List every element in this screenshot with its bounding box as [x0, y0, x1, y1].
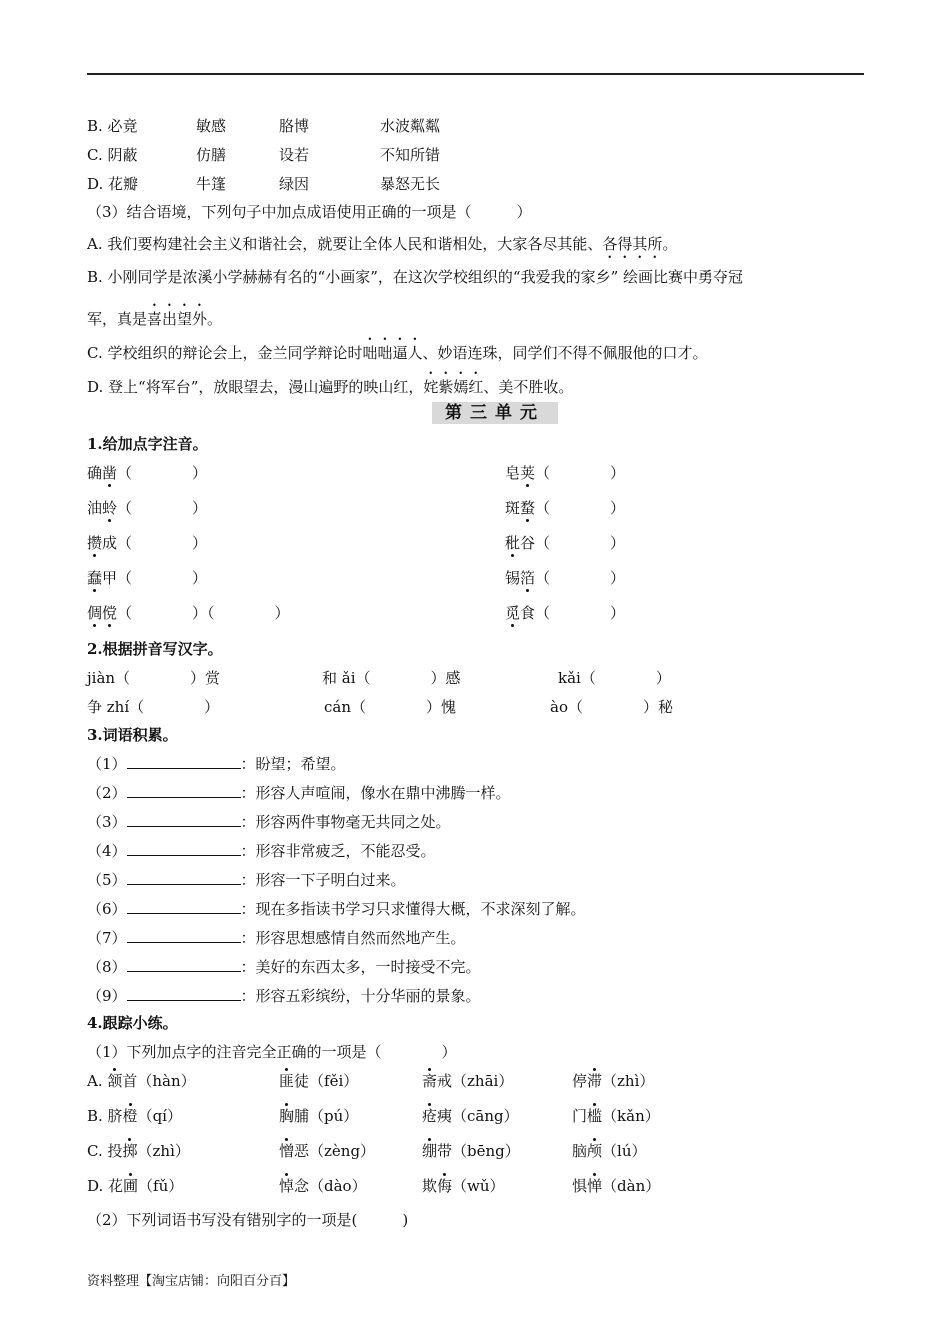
option-text: 带（bēng）: [437, 1142, 520, 1160]
option-cell: [279, 1106, 358, 1126]
q3-stem: （3）结合语境，下列句子中加点成语使用正确的一项是（ ）: [87, 203, 532, 221]
answer-paren: （ ）: [117, 464, 208, 482]
word-item: [87, 568, 207, 588]
option-cell: [87, 1106, 182, 1126]
definition: ：形容思想感情自然而然地产生。: [240, 929, 466, 947]
answer-blank: [127, 928, 241, 943]
option-text: 徒（fěi）: [294, 1072, 359, 1090]
definition: ：形容人声喧闹，像水在鼎中沸腾一样。: [240, 784, 511, 802]
item-number: （9）: [87, 987, 127, 1005]
option-text: 戒（zhāi）: [437, 1072, 514, 1090]
q3-option-a: A. 我们要构建社会主义和谐社会，就要让全体人民和谐相处，大家各尽其能、各得其所。: [87, 235, 678, 253]
pinyin-item: ào（ ）秘: [550, 698, 673, 716]
section-1-heading: 1.给加点字注音。: [87, 435, 208, 453]
q3-option-b-line1: B. 小刚同学是浓溪小学赫赫有名的“小画家”，在这次学校组织的“我爱我的家乡” 绘画比赛中勇夺冠: [87, 268, 744, 286]
word-item: [505, 533, 625, 553]
answer-blank: [127, 899, 241, 914]
option-text: （qí）: [137, 1107, 182, 1125]
item-number: （6）: [87, 900, 127, 918]
option-text: B. 脐: [87, 1107, 123, 1125]
dotted-char: 槛: [587, 1107, 603, 1125]
definition: ：形容两件事物毫无共同之处。: [240, 813, 451, 831]
pinyin-item: 和 ǎi（ ）感: [322, 669, 461, 687]
dotted-char: 倜: [87, 604, 103, 622]
option-text: 门: [572, 1107, 588, 1125]
pinyin-item: jiàn（ ）赏: [87, 669, 221, 687]
option-c-2: 仿膳: [196, 146, 227, 164]
item-number: （5）: [87, 871, 127, 889]
dotted-char: 掷: [122, 1142, 138, 1160]
definition: ：形容非常疲乏，不能忍受。: [240, 842, 436, 860]
item-number: （3）: [87, 813, 127, 831]
dotted-char: 疮: [422, 1107, 438, 1125]
definition: ：形容一下子明白过来。: [240, 871, 406, 889]
word-item: [505, 463, 625, 483]
option-cell: [279, 1176, 367, 1196]
option-cell: [572, 1106, 660, 1126]
word-item: [505, 603, 625, 623]
option-c-3: 设若: [279, 146, 310, 164]
option-b-1: B. 必竟: [87, 117, 138, 135]
answer-paren: （ ）: [535, 569, 626, 587]
answer-blank: [127, 812, 241, 827]
item-number: （1）: [87, 755, 127, 773]
dotted-char: 颔: [107, 1072, 123, 1090]
word-char: 甲: [102, 569, 118, 587]
answer-paren: （ ）: [117, 569, 208, 587]
word-char: 皂: [505, 464, 521, 482]
item-number: （7）: [87, 929, 127, 947]
q3-option-b-line2: 军，真是喜出望外。: [87, 310, 223, 328]
option-text: 痍（cāng）: [437, 1107, 519, 1125]
word-char: 谷: [520, 534, 536, 552]
option-cell: [422, 1176, 505, 1196]
answer-blank: [127, 957, 241, 972]
dotted-char: 惮: [587, 1177, 603, 1195]
option-d-4: 暴怒无长: [380, 175, 441, 193]
s4-q2-stem: （2）下列词语书写没有错别字的一项是( ): [87, 1211, 409, 1229]
vocab-item: [87, 928, 466, 948]
option-cell: [572, 1071, 654, 1091]
pinyin-item: cán（ ）愧: [324, 698, 457, 716]
vocab-item: [87, 783, 511, 803]
answer-paren: （ ）: [117, 499, 208, 517]
option-text: （kǎn）: [602, 1107, 660, 1125]
header-rule: [87, 73, 864, 75]
section-2-heading: 2.根据拼音写汉字。: [87, 640, 223, 658]
definition: ：现在多指读书学习只求懂得大概，不求深刻了解。: [240, 900, 586, 918]
option-text: 脑: [572, 1142, 588, 1160]
option-b-4: 水波粼粼: [380, 117, 441, 135]
option-cell: [572, 1176, 660, 1196]
answer-blank: [127, 870, 241, 885]
dotted-idiom: 各得其所: [602, 235, 663, 253]
answer-paren: （ ）: [535, 499, 626, 517]
dotted-char: 蛉: [102, 499, 118, 517]
option-cell: [87, 1176, 183, 1196]
answer-paren: （ ）: [535, 604, 626, 622]
word-item: [505, 498, 625, 518]
word-item: [87, 603, 290, 623]
word-char: 成: [102, 534, 118, 552]
option-cell: [422, 1071, 513, 1091]
vocab-item: [87, 957, 481, 977]
definition: ：美好的东西太多，一时接受不完。: [240, 958, 481, 976]
option-text: 念（dào）: [294, 1177, 367, 1195]
dotted-char: 匪: [279, 1072, 295, 1090]
word-char: 确: [87, 464, 103, 482]
option-text: （fǔ）: [138, 1177, 184, 1195]
dotted-idiom: 姹紫嫣红: [423, 378, 484, 396]
vocab-item: [87, 986, 481, 1006]
dotted-char: 颅: [587, 1142, 603, 1160]
vocab-item: [87, 899, 586, 919]
dotted-char: 斋: [422, 1072, 438, 1090]
option-d-2: 牛篷: [196, 175, 227, 193]
dotted-char: 凿: [102, 464, 118, 482]
q3-option-c: C. 学校组织的辩论会上，金兰同学辩论时咄咄逼人、妙语连珠，同学们不得不佩服他的口才。: [87, 344, 708, 362]
option-text: （wǔ）: [452, 1177, 505, 1195]
word-item: [505, 568, 625, 588]
item-number: （8）: [87, 958, 127, 976]
answer-blank: [127, 986, 241, 1001]
option-text: 首（hàn）: [122, 1072, 196, 1090]
dotted-char: 憎: [279, 1142, 295, 1160]
dotted-char: 滞: [587, 1072, 603, 1090]
option-text: A.: [87, 1072, 108, 1090]
vocab-item: [87, 812, 451, 832]
dotted-char: 觅: [505, 604, 521, 622]
dotted-char: 圃: [123, 1177, 139, 1195]
definition: ：盼望；希望。: [240, 755, 346, 773]
option-cell: [279, 1071, 358, 1091]
answer-paren: （ ）: [535, 464, 626, 482]
option-text: 停: [572, 1072, 588, 1090]
option-text: （zhì）: [137, 1142, 190, 1160]
dotted-char: 橙: [122, 1107, 138, 1125]
word-item: [87, 498, 207, 518]
option-text: 恶（zèng）: [294, 1142, 376, 1160]
word-char: 油: [87, 499, 103, 517]
option-text: （lú）: [602, 1142, 647, 1160]
dotted-char: 荚: [520, 464, 536, 482]
option-text: 脯（pú）: [294, 1107, 359, 1125]
option-cell: [422, 1106, 519, 1126]
option-d-1: D. 花瓣: [87, 175, 139, 193]
option-cell: [422, 1141, 520, 1161]
item-number: （2）: [87, 784, 127, 802]
word-char: 食: [520, 604, 536, 622]
footer-note: 资料整理【淘宝店铺：向阳百分百】: [87, 1274, 296, 1289]
dotted-char: 箔: [520, 569, 536, 587]
option-cell: [279, 1141, 375, 1161]
answer-blank: [127, 754, 241, 769]
s4-q1-stem: （1）下列加点字的注音完全正确的一项是（ ）: [87, 1043, 457, 1061]
option-text: D. 花: [87, 1177, 124, 1195]
definition: ：形容五彩缤纷，十分华丽的景象。: [240, 987, 481, 1005]
dotted-char: 绷: [422, 1142, 438, 1160]
word-char: 锡: [505, 569, 521, 587]
dotted-char: 秕: [505, 534, 521, 552]
option-b-3: 胳博: [279, 117, 310, 135]
option-text: （dàn）: [602, 1177, 661, 1195]
dotted-char: 蝥: [520, 499, 536, 517]
pinyin-item: 争 zhí（ ）: [87, 698, 220, 716]
dotted-char: 侮: [437, 1177, 453, 1195]
option-text: （zhì）: [602, 1072, 655, 1090]
dotted-char: 傥: [102, 604, 118, 622]
option-text: C. 投: [87, 1142, 123, 1160]
vocab-item: [87, 754, 346, 774]
dotted-idiom: 咄咄逼人: [362, 344, 423, 362]
dotted-char: 蠢: [87, 569, 103, 587]
answer-blank: [127, 841, 241, 856]
option-text: 惧: [572, 1177, 588, 1195]
unit-title: 第三单元: [432, 402, 558, 424]
dotted-char: 胸: [279, 1107, 295, 1125]
option-cell: [87, 1071, 196, 1091]
word-char: 斑: [505, 499, 521, 517]
dotted-idiom: 喜出望外: [147, 310, 208, 328]
section-4-heading: 4.跟踪小练。: [87, 1014, 178, 1032]
option-c-4: 不知所错: [380, 146, 441, 164]
word-item: [87, 463, 207, 483]
pinyin-item: kǎi（ ）: [558, 669, 671, 687]
dotted-char: 悼: [279, 1177, 295, 1195]
option-cell: [87, 1141, 190, 1161]
option-b-2: 敏感: [196, 117, 227, 135]
section-3-heading: 3.词语积累。: [87, 726, 178, 744]
vocab-item: [87, 870, 406, 890]
item-number: （4）: [87, 842, 127, 860]
option-cell: [572, 1141, 647, 1161]
answer-paren: （ ）: [117, 534, 208, 552]
word-item: [87, 533, 207, 553]
answer-paren: （ ）: [535, 534, 626, 552]
answer-paren: （ ）（ ）: [117, 604, 290, 622]
option-c-1: C. 阴蔽: [87, 146, 138, 164]
option-d-3: 绿因: [279, 175, 310, 193]
vocab-item: [87, 841, 436, 861]
answer-blank: [127, 783, 241, 798]
q3-option-d: D. 登上“将军台”，放眼望去，漫山遍野的映山红，姹紫嫣红、美不胜收。: [87, 378, 574, 396]
dotted-char: 攒: [87, 534, 103, 552]
option-text: 欺: [422, 1177, 438, 1195]
